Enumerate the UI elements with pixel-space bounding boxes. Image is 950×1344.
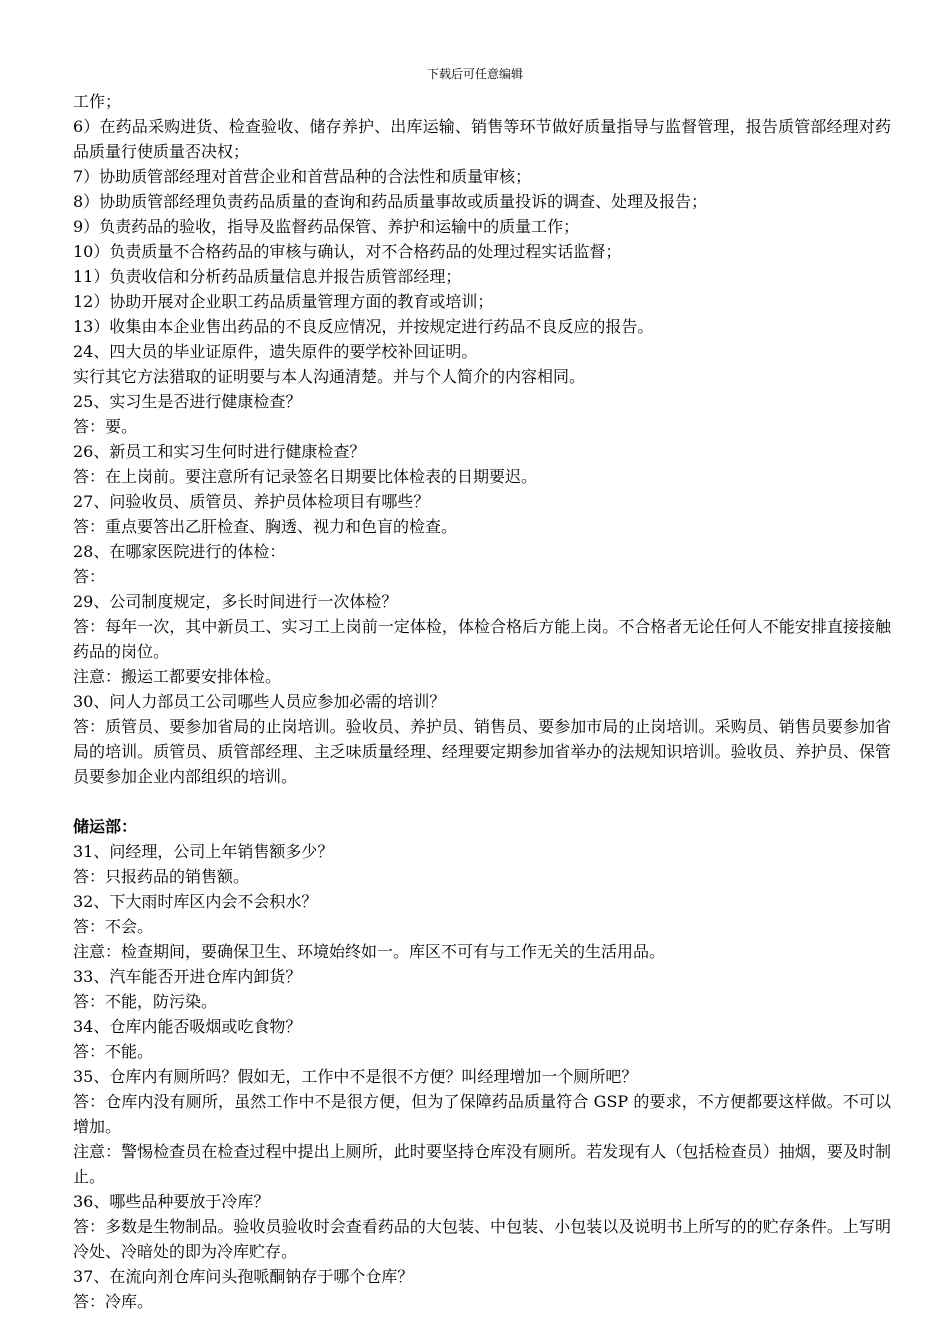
answer-26: 答：在上岗前。要注意所有记录签名日期要比体检表的日期要迟。: [73, 467, 538, 486]
question-26: 26、新员工和实习生何时进行健康检查？: [73, 442, 366, 461]
section-title: 储运部：: [73, 817, 138, 836]
answer-36: 答：多数是生物制品。验收员验收时会查看药品的大包装、中包装、小包装以及说明书上所写的的贮存条件。上写明冷处、冷暗处的即为冷库贮存。: [73, 1217, 891, 1261]
answer-25: 答：要。: [73, 417, 138, 436]
text-line: 工作；: [73, 92, 122, 111]
note-29: 注意：搬运工都要安排体检。: [73, 667, 282, 686]
answer-30: 答：质管员、要参加省局的止岗培训。验收员、养护员、销售员、要参加市局的止岗培训。采购员、销售员要参加省局的培训。质管员、质管部经理、主乏味质量经理、经理要定期参加省举办的法规知识培训。验收员、养护员、保管员要参加企业内部组织的培训。: [73, 717, 891, 786]
text-line: 6）在药品采购进货、检查验收、储存养护、出库运输、销售等环节做好质量指导与监督管理，报告质管部经理对药品质量行使质量否决权；: [73, 117, 891, 161]
question-36: 36、哪些品种要放于冷库？: [73, 1192, 270, 1211]
text-line: 7）协助质管部经理对首营企业和首营品种的合法性和质量审核；: [73, 167, 532, 186]
question-27: 27、问验收员、质管员、养护员体检项目有哪些？: [73, 492, 430, 511]
question-28: 28、在哪家医院进行的体检：: [73, 542, 286, 561]
text-line: 8）协助质管部经理负责药品质量的查询和药品质量事故或质量投诉的调查、处理及报告；: [73, 192, 708, 211]
answer-29: 答：每年一次，其中新员工、实习工上岗前一定体检，体检合格后方能上岗。不合格者无论任何人不能安排直接接触药品的岗位。: [73, 617, 891, 661]
answer-35: 答：仓库内没有厕所，虽然工作中不是很方便，但为了保障药品质量符合 GSP 的要求，不方便都要这样做。不可以增加。: [73, 1092, 891, 1136]
question-35: 35、仓库内有厕所吗？假如无，工作中不是很不方便？叫经理增加一个厕所吧？: [73, 1067, 638, 1086]
question-29: 29、公司制度规定，多长时间进行一次体检？: [73, 592, 398, 611]
text-line: 实行其它方法猎取的证明要与本人沟通清楚。并与个人简介的内容相同。: [73, 367, 586, 386]
question-37: 37、在流向剂仓库问头孢哌酮钠存于哪个仓库？: [73, 1267, 414, 1286]
question-31: 31、问经理，公司上年销售额多少？: [73, 842, 334, 861]
note-35: 注意：警惕检查员在检查过程中提出上厕所，此时要坚持仓库没有厕所。若发现有人（包括检查员）抽烟，要及时制止。: [73, 1142, 891, 1186]
answer-31: 答：只报药品的销售额。: [73, 867, 250, 886]
text-line: 12）协助开展对企业职工药品质量管理方面的教育或培训；: [73, 292, 494, 311]
question-30: 30、问人力部员工公司哪些人员应参加必需的培训？: [73, 692, 446, 711]
text-line: 11）负责收信和分析药品质量信息并报告质管部经理；: [73, 267, 462, 286]
answer-37: 答：冷库。: [73, 1292, 154, 1311]
answer-28: 答：: [73, 567, 106, 586]
answer-34: 答：不能。: [73, 1042, 154, 1061]
question-33: 33、汽车能否开进仓库内卸货？: [73, 967, 302, 986]
text-line: 13）收集由本企业售出药品的不良反应情况，并按规定进行药品不良反应的报告。: [73, 317, 654, 336]
answer-33: 答：不能，防污染。: [73, 992, 218, 1011]
question-25: 25、实习生是否进行健康检查？: [73, 392, 302, 411]
blank-line: [73, 789, 891, 814]
document-body: [73, 89, 891, 1314]
note-32: 注意：检查期间，要确保卫生、环境始终如一。库区不可有与工作无关的生活用品。: [73, 942, 666, 961]
answer-32: 答：不会。: [73, 917, 154, 936]
answer-27: 答：重点要答出乙肝检查、胸透、视力和色盲的检查。: [73, 517, 458, 536]
text-line: 9）负责药品的验收，指导及监督药品保管、养护和运输中的质量工作；: [73, 217, 580, 236]
question-34: 34、仓库内能否吸烟或吃食物？: [73, 1017, 302, 1036]
page-header: 下载后可任意编辑: [426, 67, 523, 81]
question-24: 24、四大员的毕业证原件，遗失原件的要学校补回证明。: [73, 342, 478, 361]
question-32: 32、下大雨时库区内会不会积水？: [73, 892, 318, 911]
text-line: 10）负责质量不合格药品的审核与确认，对不合格药品的处理过程实话监督；: [73, 242, 622, 261]
